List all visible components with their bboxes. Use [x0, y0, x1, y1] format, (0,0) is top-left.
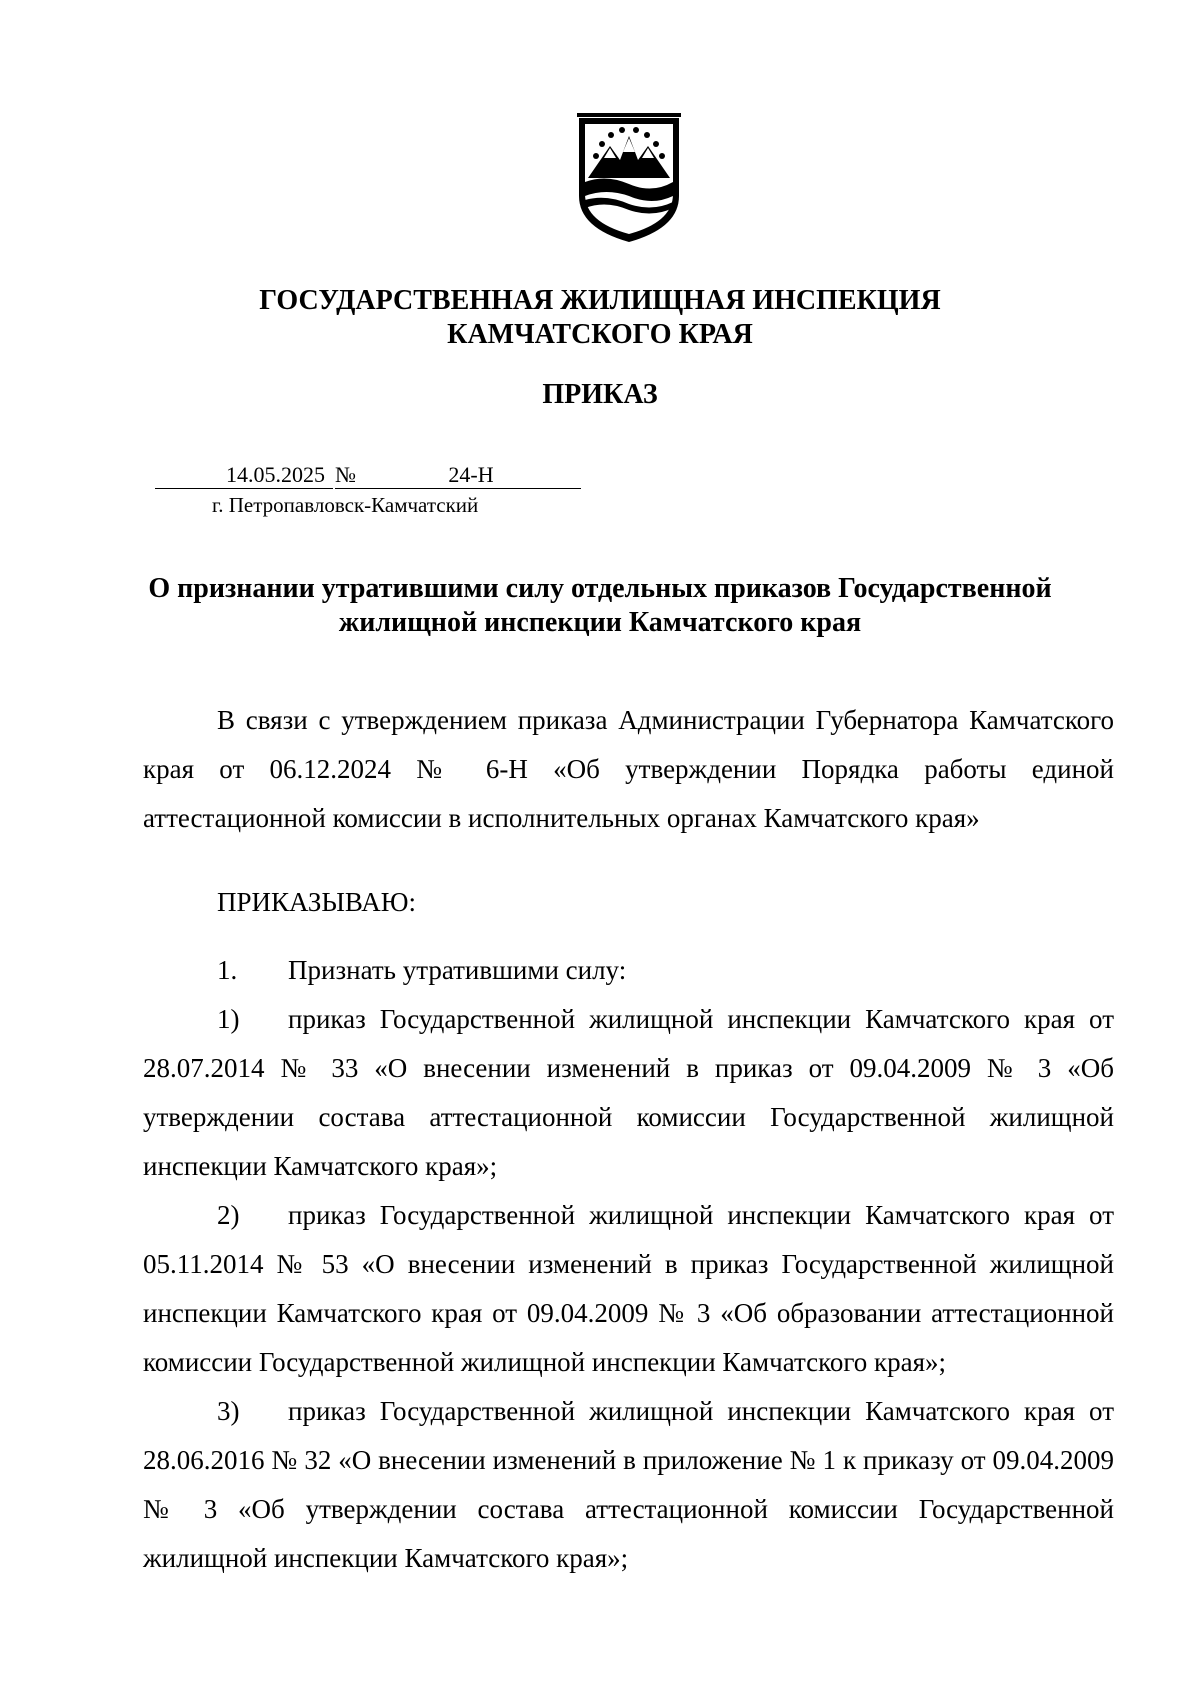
document-type-title: ПРИКАЗ: [542, 379, 658, 410]
list-item: [143, 1191, 1114, 1387]
document-city: г. Петропавловск-Камчатский: [212, 493, 479, 517]
document-date: 14.05.2025: [155, 462, 333, 489]
item-number: 1): [217, 1004, 240, 1034]
item-number: 3): [217, 1396, 240, 1426]
organization-name-line2: КАМЧАТСКОГО КРАЯ: [447, 319, 753, 350]
list-item: [143, 1387, 1114, 1583]
item-number: 1.: [217, 955, 238, 985]
item-text: Признать утратившими силу:: [288, 955, 627, 985]
order-word: ПРИКАЗЫВАЮ:: [217, 887, 416, 917]
item-text: приказ Государственной жилищной инспекции Камчатского края от 28.07.2014 № 33 «О внесении изменений в приказ от 09.04.2009 № 3 «Об утверждении состава аттестационной комиссии Государственной жилищной инспекции Камчатского края»;: [143, 1004, 1114, 1181]
intro-paragraph-block: [143, 696, 1114, 843]
number-sign: №: [335, 462, 361, 489]
document-number: 24-Н: [361, 462, 581, 489]
kamchatka-coat-of-arms-icon: [576, 112, 682, 244]
document-subject: О признании утратившими силу отдельных приказов Государственной жилищной инспекции Камчатского края: [148, 573, 1052, 638]
item-text: приказ Государственной жилищной инспекции Камчатского края от 05.11.2014 № 53 «О внесении изменений в приказ Государственной жилищной инспекции Камчатского края от 09.04.2009 № 3 «Об образовании аттестационной комиссии Государственной жилищной инспекции Камчатского края»;: [143, 1200, 1114, 1377]
order-items: [143, 946, 1114, 1583]
list-item: [143, 995, 1114, 1191]
organization-name-line1: ГОСУДАРСТВЕННАЯ ЖИЛИЩНАЯ ИНСПЕКЦИЯ: [259, 285, 941, 316]
list-item: [143, 946, 1114, 995]
item-number: 2): [217, 1200, 240, 1230]
intro-paragraph: В связи с утверждением приказа Администрации Губернатора Камчатского края от 06.12.2024 № 6-Н «Об утверждении Порядка работы единой аттестационной комиссии в исполнительных органах Камчатского края»: [143, 705, 1114, 833]
item-text: приказ Государственной жилищной инспекции Камчатского края от 28.06.2016 № 32 «О внесении изменений в приложение № 1 к приказу от 09.04.2009 № 3 «Об утверждении состава аттестационной комиссии Государственной жилищной инспекции Камчатского края»;: [143, 1396, 1114, 1573]
